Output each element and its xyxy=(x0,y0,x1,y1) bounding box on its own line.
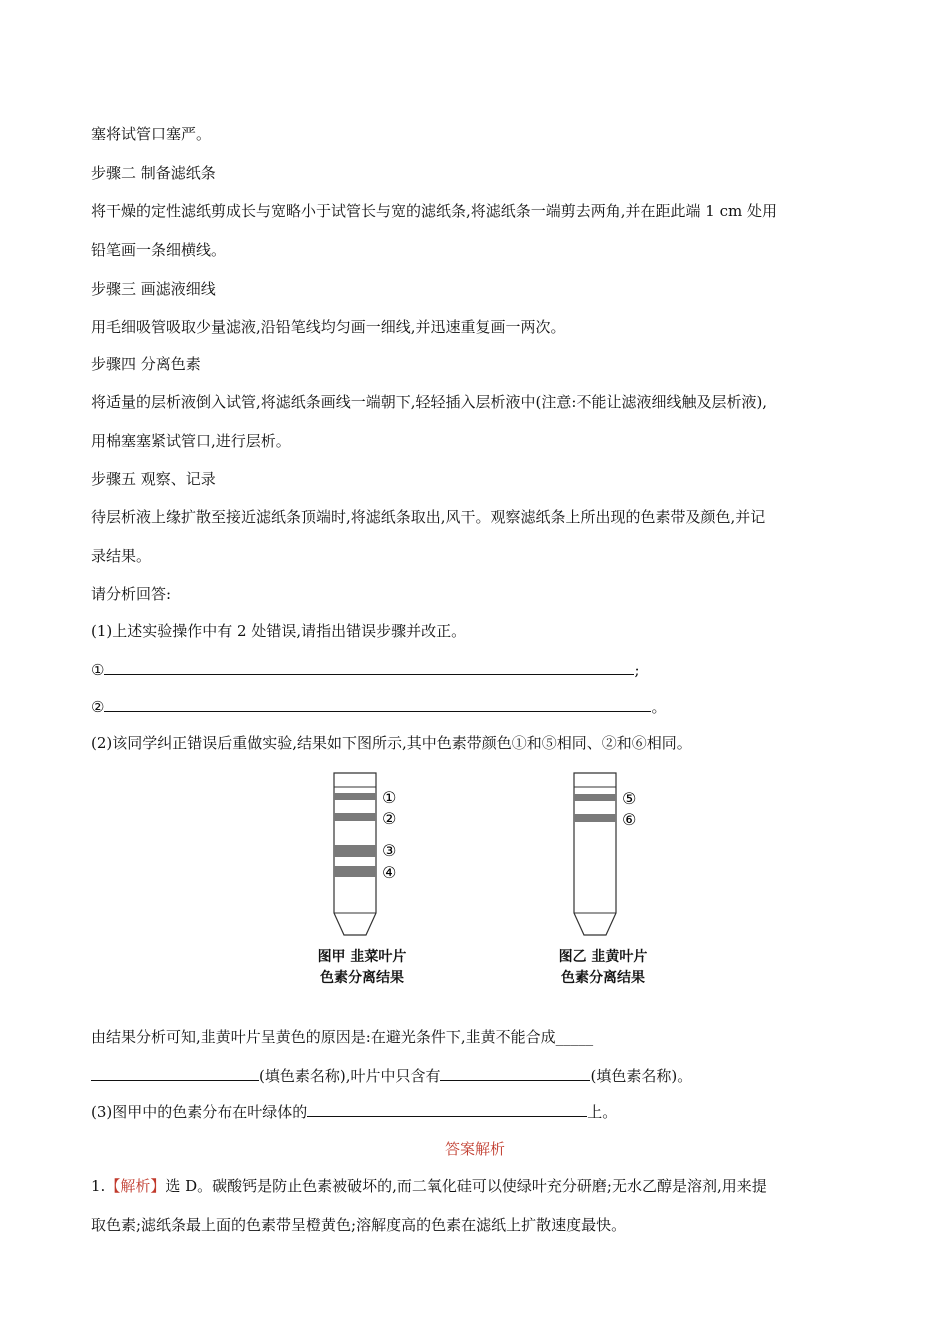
band-4 xyxy=(334,866,376,877)
strip-jia xyxy=(334,773,396,935)
question-intro: 请分析回答: xyxy=(91,585,172,603)
text-line: 将干燥的定性滤纸剪成长与宽略小于试管长与宽的滤纸条,将滤纸条一端剪去两角,并在距此端 1 cm 处用 xyxy=(91,202,778,220)
question-3-text: (3)图甲中的色素分布在叶绿体的 xyxy=(91,1103,308,1121)
answer-number: 1. xyxy=(91,1177,106,1195)
fill-row xyxy=(91,1065,692,1086)
question-3-end: 上。 xyxy=(587,1103,618,1121)
answer-section-title: 答案解析 xyxy=(444,1140,505,1158)
answer-blank-row-1 xyxy=(91,659,640,680)
band-5 xyxy=(574,794,616,801)
step-five-heading: 步骤五 观察、记录 xyxy=(91,470,216,488)
circled-one: ① xyxy=(91,661,105,679)
question-3 xyxy=(91,1101,617,1122)
figure-yi-caption: 图乙 韭黄叶片 色素分离结果 xyxy=(558,949,648,986)
band-1 xyxy=(334,793,376,800)
text-line: 将适量的层析液倒入试管,将滤纸条画线一端朝下,轻轻插入层析液中(注意:不能让滤液细线触及层析液), xyxy=(91,393,768,411)
punctuation: ; xyxy=(634,661,640,679)
text-line: 待层析液上缘扩散至接近滤纸条顶端时,将滤纸条取出,风干。观察滤纸条上所出现的色素带及颜色,并记 xyxy=(91,508,766,526)
analysis-tag: 【解析】 xyxy=(105,1177,166,1195)
question-1: (1)上述实验操作中有 2 处错误,请指出错误步骤并改正。 xyxy=(91,622,467,640)
step-three-heading: 步骤三 画滤液细线 xyxy=(91,280,216,298)
circled-two: ② xyxy=(91,698,105,716)
chromatography-figure xyxy=(290,765,690,945)
label-2: ② xyxy=(382,809,397,828)
band-2 xyxy=(334,813,376,821)
label-5: ⑤ xyxy=(622,789,637,808)
fill-text: (填色素名称),叶片中只含有 xyxy=(259,1067,441,1085)
band-3 xyxy=(334,845,376,857)
label-6: ⑥ xyxy=(622,810,637,829)
answer-text: 选 D。碳酸钙是防止色素被破坏的,而二氧化硅可以使绿叶充分研磨;无水乙醇是溶剂,用来提 xyxy=(165,1177,767,1195)
strip-yi xyxy=(574,773,636,935)
answer-blank-1[interactable] xyxy=(104,659,634,675)
band-6 xyxy=(574,814,616,822)
text-line: 铅笔画一条细横线。 xyxy=(91,241,227,259)
answer-blank-2[interactable] xyxy=(104,696,651,712)
pigment-blank-1[interactable] xyxy=(91,1065,259,1081)
answer-line-2: 取色素;滤纸条最上面的色素带呈橙黄色;溶解度高的色素在滤纸上扩散速度最快。 xyxy=(91,1216,627,1234)
text-line: 用毛细吸管吸取少量滤液,沿铅笔线均匀画一细线,并迅速重复画一两次。 xyxy=(91,318,566,336)
text-line: 用棉塞塞紧试管口,进行层析。 xyxy=(91,432,291,450)
label-4: ④ xyxy=(382,863,397,882)
figure-jia-caption: 图甲 韭菜叶片 色素分离结果 xyxy=(317,949,407,986)
answer-line-1 xyxy=(91,1176,767,1196)
location-blank[interactable] xyxy=(307,1101,587,1117)
step-four-heading: 步骤四 分离色素 xyxy=(91,355,201,373)
analysis-line: 由结果分析可知,韭黄叶片呈黄色的原因是:在避光条件下,韭黄不能合成_____ xyxy=(91,1028,594,1046)
text-line: 录结果。 xyxy=(91,547,152,565)
answer-blank-row-2 xyxy=(91,696,666,717)
text-line: 塞将试管口塞严。 xyxy=(91,125,212,143)
label-3: ③ xyxy=(382,841,397,860)
fill-text: (填色素名称)。 xyxy=(590,1067,693,1085)
punctuation: 。 xyxy=(651,698,667,716)
pigment-blank-2[interactable] xyxy=(440,1065,590,1081)
question-2: (2)该同学纠正错误后重做实验,结果如下图所示,其中色素带颜色①和⑤相同、②和⑥相同。 xyxy=(91,734,692,752)
step-two-heading: 步骤二 制备滤纸条 xyxy=(91,164,216,182)
label-1: ① xyxy=(382,788,397,807)
